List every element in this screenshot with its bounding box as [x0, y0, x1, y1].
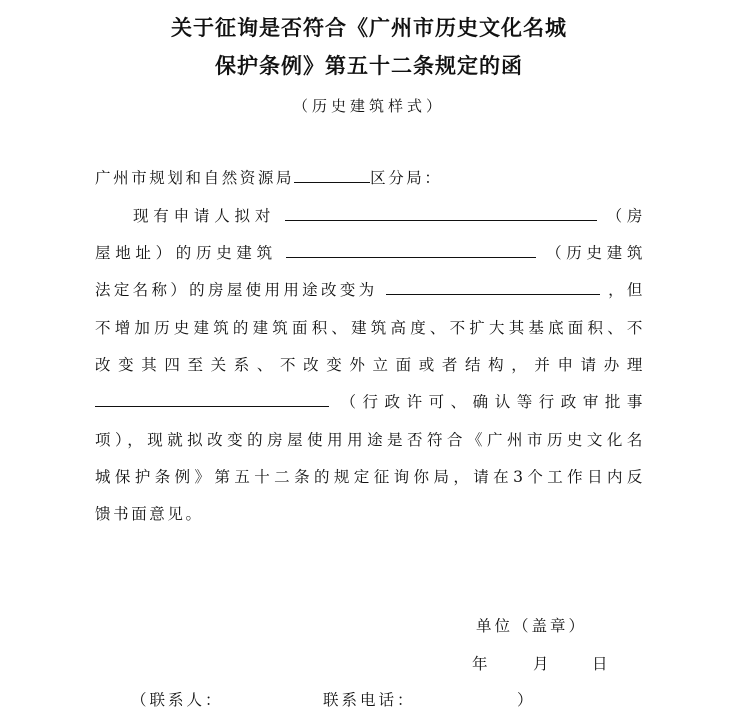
new-use-blank: [386, 280, 600, 295]
contact-person-label: （联系人：: [131, 691, 224, 709]
district-blank: [294, 168, 370, 183]
paragraph-line-1: 现有申请人拟对 （房: [133, 207, 645, 225]
paragraph-line-4: 不增加历史建筑的建筑面积、建筑高度、不扩大其基底面积、不: [95, 319, 645, 337]
paragraph-line-5: 改变其四至关系、不改变外立面或者结构，并申请办理: [95, 356, 645, 374]
paragraph-line-9: 馈书面意见。: [95, 505, 204, 523]
date-year: 年: [472, 655, 491, 673]
building-name-blank: [286, 243, 536, 258]
paragraph-line-7: 项），现就拟改变的房屋使用用途是否符合《广州市历史文化名: [95, 431, 645, 449]
addressee-prefix: 广州市规划和自然资源局: [95, 169, 295, 187]
paragraph-line-2: 屋地址）的历史建筑 （历史建筑: [95, 244, 645, 262]
paragraph-line-6: （行政许可、确认等行政审批事: [95, 390, 645, 412]
paragraph-line-8: 城保护条例》第五十二条的规定征询你局，请在3个工作日内反: [95, 468, 645, 486]
title-line-1: 关于征询是否符合《广州市历史文化名城: [171, 15, 567, 40]
contact-phone-label: 联系电话：: [323, 691, 416, 709]
date-month: 月: [533, 655, 552, 673]
addressee-suffix: 区分局：: [370, 169, 443, 187]
paragraph-line-3: 法定名称）的房屋使用用途改变为 ，但: [95, 281, 645, 299]
date-day: 日: [592, 655, 611, 673]
applicant-blank: [285, 206, 597, 221]
approval-blank: [95, 392, 329, 407]
signature-unit-seal: 单位（盖章）: [476, 617, 588, 635]
contact-close-paren: ）: [517, 691, 536, 709]
addressee: [95, 166, 443, 188]
subtitle: （历史建筑样式）: [292, 97, 445, 115]
title-line-2: 保护条例》第五十二条规定的函: [215, 53, 523, 78]
